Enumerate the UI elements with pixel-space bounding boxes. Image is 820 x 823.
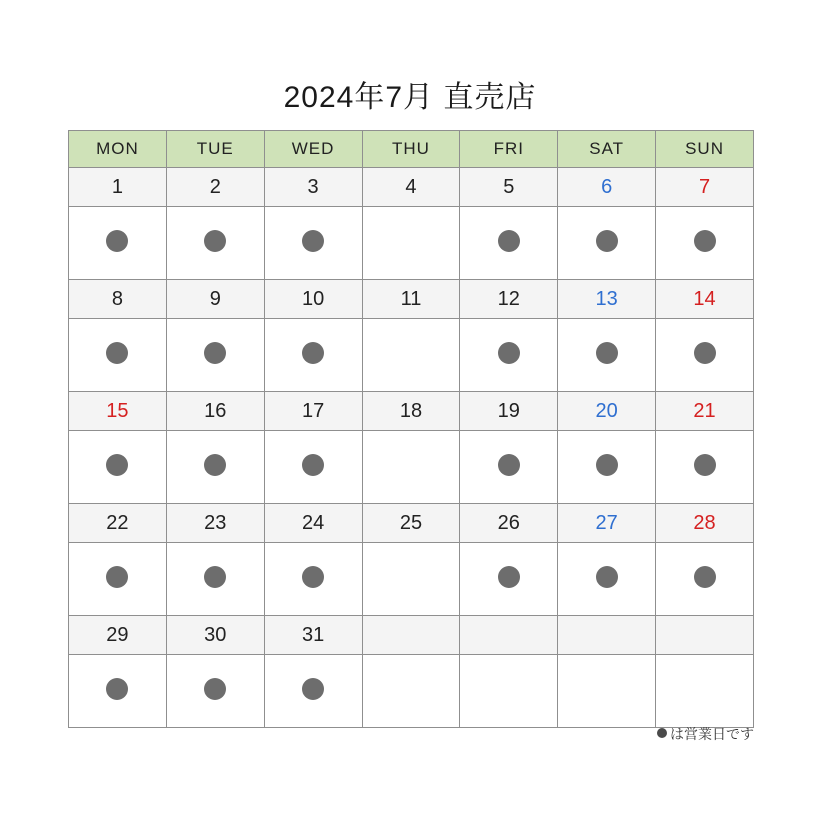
open-day-dot-icon [302, 566, 324, 588]
open-day-dot-icon [302, 230, 324, 252]
day-number-cell: 26 [460, 504, 558, 543]
open-day-cell [558, 207, 656, 280]
open-day-dot-icon [106, 342, 128, 364]
calendar-container [68, 130, 754, 728]
day-number-cell: 20 [558, 392, 656, 431]
open-day-dot-icon [302, 678, 324, 700]
open-day-dot-icon [106, 678, 128, 700]
open-day-dot-icon [106, 230, 128, 252]
open-day-cell [558, 543, 656, 616]
week-row-number [69, 168, 754, 207]
calendar-body [69, 168, 754, 728]
day-number-cell: 22 [69, 504, 167, 543]
day-number-cell: 3 [264, 168, 362, 207]
open-day-dot-icon [106, 566, 128, 588]
day-number-cell: 8 [69, 280, 167, 319]
week-row-number [69, 504, 754, 543]
open-day-dot-icon [596, 342, 618, 364]
empty-cell [460, 655, 558, 728]
day-number-cell: 15 [69, 392, 167, 431]
day-number-cell: 30 [166, 616, 264, 655]
empty-cell [656, 655, 754, 728]
weekday-header-row [69, 131, 754, 168]
weekday-header-sun: SUN [656, 131, 754, 168]
open-day-dot-icon [204, 454, 226, 476]
open-day-dot-icon [596, 566, 618, 588]
day-number-cell: 6 [558, 168, 656, 207]
day-number-cell: 29 [69, 616, 167, 655]
open-day-cell [69, 655, 167, 728]
week-row-mark [69, 207, 754, 280]
open-day-dot-icon [498, 230, 520, 252]
day-number-cell: 1 [69, 168, 167, 207]
open-day-cell [264, 431, 362, 504]
day-number-cell: 12 [460, 280, 558, 319]
closed-day-cell [362, 207, 460, 280]
day-number-cell: 10 [264, 280, 362, 319]
open-day-dot-icon [204, 678, 226, 700]
weekday-header-tue: TUE [166, 131, 264, 168]
open-day-cell [166, 543, 264, 616]
open-day-dot-icon [596, 454, 618, 476]
day-number-cell-empty [558, 616, 656, 655]
open-day-dot-icon [204, 566, 226, 588]
open-day-dot-icon [498, 342, 520, 364]
day-number-cell: 16 [166, 392, 264, 431]
weekday-header-fri: FRI [460, 131, 558, 168]
open-day-cell [460, 431, 558, 504]
day-number-cell: 7 [656, 168, 754, 207]
open-day-cell [558, 319, 656, 392]
legend-dot-icon [657, 728, 667, 738]
week-row-number [69, 280, 754, 319]
day-number-cell-empty [656, 616, 754, 655]
open-day-dot-icon [204, 230, 226, 252]
legend [657, 724, 754, 744]
week-row-mark [69, 655, 754, 728]
open-day-cell [166, 319, 264, 392]
open-day-dot-icon [694, 230, 716, 252]
weekday-header-sat: SAT [558, 131, 656, 168]
open-day-cell [264, 319, 362, 392]
calendar-table [68, 130, 754, 728]
closed-day-cell [362, 431, 460, 504]
day-number-cell: 4 [362, 168, 460, 207]
weekday-header-thu: THU [362, 131, 460, 168]
open-day-cell [656, 431, 754, 504]
empty-cell [362, 655, 460, 728]
day-number-cell: 31 [264, 616, 362, 655]
day-number-cell: 17 [264, 392, 362, 431]
open-day-cell [69, 319, 167, 392]
open-day-dot-icon [498, 566, 520, 588]
open-day-dot-icon [498, 454, 520, 476]
empty-cell [558, 655, 656, 728]
day-number-cell: 27 [558, 504, 656, 543]
open-day-dot-icon [694, 566, 716, 588]
day-number-cell: 23 [166, 504, 264, 543]
open-day-cell [264, 207, 362, 280]
open-day-cell [460, 543, 558, 616]
day-number-cell: 19 [460, 392, 558, 431]
open-day-dot-icon [302, 342, 324, 364]
closed-day-cell [362, 543, 460, 616]
open-day-cell [166, 655, 264, 728]
open-day-dot-icon [106, 454, 128, 476]
day-number-cell: 5 [460, 168, 558, 207]
day-number-cell: 14 [656, 280, 754, 319]
open-day-cell [264, 543, 362, 616]
day-number-cell: 9 [166, 280, 264, 319]
open-day-cell [460, 319, 558, 392]
calendar-header [69, 131, 754, 168]
open-day-dot-icon [302, 454, 324, 476]
day-number-cell-empty [460, 616, 558, 655]
weekday-header-wed: WED [264, 131, 362, 168]
day-number-cell: 28 [656, 504, 754, 543]
day-number-cell: 11 [362, 280, 460, 319]
open-day-cell [69, 543, 167, 616]
open-day-cell [460, 207, 558, 280]
open-day-cell [69, 207, 167, 280]
legend-text: は営業日です [670, 726, 754, 742]
page-title: 2024年7月 直売店 [283, 81, 537, 114]
open-day-dot-icon [204, 342, 226, 364]
open-day-cell [558, 431, 656, 504]
day-number-cell: 18 [362, 392, 460, 431]
day-number-cell: 2 [166, 168, 264, 207]
open-day-cell [656, 207, 754, 280]
day-number-cell: 25 [362, 504, 460, 543]
week-row-number [69, 616, 754, 655]
open-day-dot-icon [694, 342, 716, 364]
weekday-header-mon: MON [69, 131, 167, 168]
day-number-cell-empty [362, 616, 460, 655]
open-day-cell [166, 207, 264, 280]
week-row-mark [69, 431, 754, 504]
open-day-cell [264, 655, 362, 728]
open-day-cell [656, 319, 754, 392]
week-row-mark [69, 319, 754, 392]
open-day-dot-icon [694, 454, 716, 476]
week-row-mark [69, 543, 754, 616]
open-day-cell [69, 431, 167, 504]
day-number-cell: 21 [656, 392, 754, 431]
open-day-cell [656, 543, 754, 616]
open-day-cell [166, 431, 264, 504]
day-number-cell: 13 [558, 280, 656, 319]
day-number-cell: 24 [264, 504, 362, 543]
week-row-number [69, 392, 754, 431]
closed-day-cell [362, 319, 460, 392]
open-day-dot-icon [596, 230, 618, 252]
